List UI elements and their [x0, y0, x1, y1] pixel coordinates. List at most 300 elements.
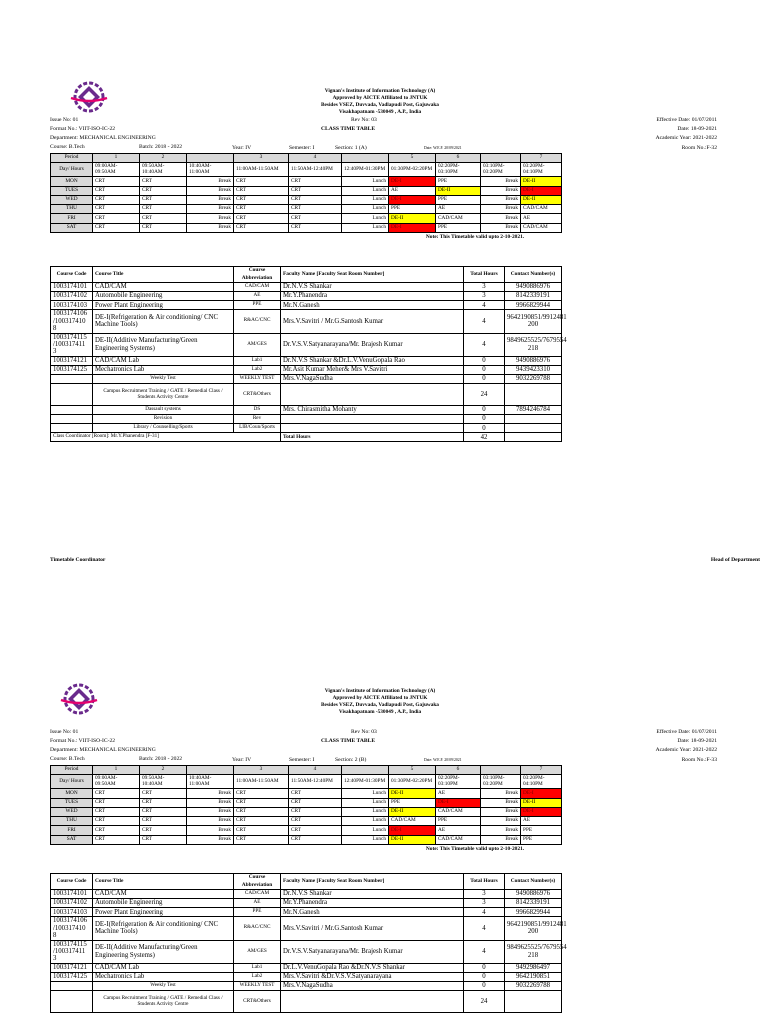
- timetable-cell: CRT: [289, 186, 342, 195]
- total-hours: 4: [464, 917, 505, 940]
- institute-logo-icon: [60, 682, 98, 716]
- timetable-cell: CRT: [93, 223, 140, 232]
- course-abbreviation: Lab2: [234, 972, 281, 981]
- course-code: [51, 384, 93, 406]
- timetable-cell: AE: [521, 817, 562, 826]
- course-header-row: [51, 267, 562, 283]
- timetable-cell: Lunch: [342, 214, 389, 223]
- timetable-cell: CRT: [289, 223, 342, 232]
- institute-header: [200, 688, 560, 716]
- timetable-cell: CAD/CAM: [436, 214, 481, 223]
- contact-number: 9032269788: [505, 374, 562, 383]
- faculty-name: Mrs.V.NagaSudha: [281, 981, 464, 990]
- timetable-cell: Break: [187, 214, 234, 223]
- academic-year: Academic Year: 2021-2022: [655, 135, 717, 141]
- course-column-header: Total Hours: [464, 267, 505, 283]
- timetable-cell: Break: [187, 195, 234, 204]
- day-label: THU: [51, 205, 93, 214]
- timetable-cell: AE: [389, 186, 436, 195]
- weekly-timetable: [50, 153, 562, 242]
- issue-no: Issue No: 01: [50, 729, 79, 735]
- time-slot: 11:50AM-12:40PM: [289, 163, 342, 177]
- semester: Semester: I: [289, 757, 315, 763]
- course-name: Course: B.Tech: [50, 144, 85, 150]
- period-number: 6: [436, 154, 481, 163]
- total-hours-label: Total Hours: [281, 433, 464, 442]
- total-hours: 3: [464, 283, 505, 292]
- time-slot: 11:50AM-12:40PM: [289, 775, 342, 789]
- faculty-name: Mrs.V.Savitri / Mr.G.Santosh Kumar: [281, 917, 464, 940]
- course-code: 1003174101: [51, 283, 93, 292]
- timetable-cell: CRT: [93, 835, 140, 844]
- period-number: 5: [389, 766, 436, 775]
- course-code: 1003174115 /100317411 3: [51, 940, 93, 963]
- timetable-cell: CRT: [93, 177, 140, 186]
- course-code: 1003174101: [51, 890, 93, 899]
- faculty-name: Dr.N.V.S Shankar &Dr.L.V.VenuGopala Rao: [281, 356, 464, 365]
- timetable-cell: DE-II: [521, 195, 562, 204]
- period-number: [481, 766, 521, 775]
- contact-number: 8142339191: [505, 292, 562, 301]
- room-no: Room No.:F-33: [681, 757, 717, 763]
- timetable-cell: AE: [436, 826, 481, 835]
- course-abbreviation: Rev: [234, 415, 281, 424]
- timetable-cell: Break: [187, 177, 234, 186]
- course-row: [51, 365, 562, 374]
- course-abbreviation: AE: [234, 899, 281, 908]
- timetable-cell: DE-I: [436, 798, 481, 807]
- total-hours: 24: [464, 991, 505, 1013]
- format-no: Format No.: VIIT-ISO-IC-22: [50, 126, 116, 132]
- course-code: 1003174125: [51, 972, 93, 981]
- timetable-cell: CRT: [140, 177, 187, 186]
- timetable-cell: Break: [481, 177, 521, 186]
- timetable-cell: Break: [481, 223, 521, 232]
- timetable-cell: CRT: [289, 826, 342, 835]
- dayhours-label: Day/ Hours: [51, 163, 93, 177]
- course-column-header: Course Title: [93, 267, 234, 283]
- timetable-cell: CRT: [234, 789, 289, 798]
- course-title: CAD/CAM Lab: [93, 356, 234, 365]
- course-row: [51, 406, 562, 415]
- course-column-header: Course Title: [93, 874, 234, 890]
- course-row: [51, 940, 562, 963]
- course-title: Mechatronics Lab: [93, 365, 234, 374]
- course-abbreviation: R&AC/CNC: [234, 310, 281, 333]
- contact-number: 9849625525/7679554 218: [505, 333, 562, 356]
- timetable-body: [51, 766, 562, 854]
- course-title: Revision: [93, 415, 234, 424]
- total-hours: 4: [464, 940, 505, 963]
- faculty-name: Dr.N.V.S Shankar: [281, 890, 464, 899]
- time-slot: 02:20PM-03:10PM: [436, 775, 481, 789]
- contact-number: 9032269788: [505, 981, 562, 990]
- contact-number: 9490886976: [505, 890, 562, 899]
- faculty-name: Mr.Y.Phanendra: [281, 292, 464, 301]
- course-code: 1003174115 /100317411 3: [51, 333, 93, 356]
- timetable-cell: Lunch: [342, 789, 389, 798]
- course-column-header: Total Hours: [464, 874, 505, 890]
- faculty-name: Mr.Asit Kumar Meher& Mrs V.Savitri: [281, 365, 464, 374]
- total-hours: 0: [464, 415, 505, 424]
- period-number: 4: [289, 154, 342, 163]
- course-abbreviation: DS: [234, 406, 281, 415]
- day-label: THU: [51, 817, 93, 826]
- faculty-name: Mrs.V.Savitri &Dr.V.S.V.Satyanarayana: [281, 972, 464, 981]
- class-coordinator: Class Coordinator [Room]: Mr.Y.Phanendra [F-31]: [51, 433, 281, 442]
- time-slot: 10:40AM-11:00AM: [187, 163, 234, 177]
- timetable-cell: CRT: [93, 214, 140, 223]
- time-slot: 09:50AM-10:40AM: [140, 163, 187, 177]
- course-abbreviation: Lab1: [234, 963, 281, 972]
- timetable-cell: CRT: [234, 195, 289, 204]
- course-code: 1003174102: [51, 899, 93, 908]
- faculty-name: Mr.Y.Phanendra: [281, 899, 464, 908]
- course-abbreviation: AE: [234, 292, 281, 301]
- timetable-cell: CAD/CAM: [521, 205, 562, 214]
- timetable-cell: CRT: [140, 214, 187, 223]
- faculty-name: [281, 424, 464, 433]
- timetable-cell: CRT: [289, 817, 342, 826]
- time-slot: 03:10PM-03:20PM: [481, 775, 521, 789]
- course-row: [51, 292, 562, 301]
- faculty-name: Dr.L.V.VenuGopala Rao &Dr.N.V.S Shankar: [281, 963, 464, 972]
- timetable-cell: Break: [481, 798, 521, 807]
- course-title: DE-II(Additive Manufacturing/Green Engineering Systems): [93, 940, 234, 963]
- course-title: CAD/CAM: [93, 890, 234, 899]
- department: Department: MECHANICAL ENGINEERING: [50, 135, 156, 141]
- timetable-cell: CRT: [234, 826, 289, 835]
- time-slot: 09:00AM-09:50AM: [93, 775, 140, 789]
- weekly-timetable: [50, 765, 562, 854]
- course-row: [51, 356, 562, 365]
- timetable-cell: CRT: [289, 205, 342, 214]
- timetable-cell: Lunch: [342, 223, 389, 232]
- day-label: WED: [51, 807, 93, 816]
- wef-date: Date: W.E.F. 20/09/2021: [424, 758, 462, 762]
- period-number: [342, 154, 389, 163]
- faculty-name: Mrs. Chirasmitha Mohanty: [281, 406, 464, 415]
- contact-number: 9642190851/9912481 200: [505, 917, 562, 940]
- timetable-cell: DE-II: [389, 807, 436, 816]
- faculty-name: Dr.V.S.V.Satyanarayana/Mr. Brajesh Kumar: [281, 940, 464, 963]
- course-column-header: Course Abbreviation: [234, 267, 281, 283]
- timetable-cell: DE-I: [521, 789, 562, 798]
- course-row: [51, 310, 562, 333]
- total-hours: 0: [464, 424, 505, 433]
- timetable-cell: AE: [436, 205, 481, 214]
- timetable-cell: CAD/CAM: [436, 835, 481, 844]
- course-code: 1003174121: [51, 963, 93, 972]
- total-hours: 0: [464, 374, 505, 383]
- timetable-cell: Break: [481, 186, 521, 195]
- course-table-body: [51, 874, 567, 1013]
- day-row: [51, 789, 562, 798]
- time-slot: 02:20PM-03:10PM: [436, 163, 481, 177]
- timetable-cell: CRT: [140, 186, 187, 195]
- contact-number: 9642190851: [505, 972, 562, 981]
- period-number: 2: [140, 766, 187, 775]
- course-abbreviation: PPE: [234, 301, 281, 310]
- total-hours-value: 42: [464, 433, 505, 442]
- course-name: Course: B.Tech: [50, 756, 85, 762]
- course-title: Weekly Test: [93, 981, 234, 990]
- timetable-cell: DE-II: [389, 835, 436, 844]
- batch: Batch: 2018 - 2022: [139, 756, 183, 762]
- contact-number: 9439423310: [505, 365, 562, 374]
- validity-note: Note: This Timetable valid upto 2-10-2021.: [425, 233, 525, 240]
- timetable-cell: Lunch: [342, 205, 389, 214]
- timetable-cell: DE-II: [389, 789, 436, 798]
- timetable-cell: Break: [481, 195, 521, 204]
- institute-header: [200, 88, 560, 116]
- total-hours: 4: [464, 301, 505, 310]
- timetable-cell: CRT: [140, 205, 187, 214]
- section: Section: 2 (B): [335, 757, 367, 763]
- document-title: CLASS TIME TABLE: [321, 738, 376, 744]
- period-number: 2: [140, 154, 187, 163]
- course-code: 1003174106 /100317410 8: [51, 917, 93, 940]
- course-table-body: [51, 267, 567, 442]
- timetable-cell: Break: [481, 817, 521, 826]
- day-row: [51, 205, 562, 214]
- course-row: [51, 908, 562, 917]
- timetable-cell: PPE: [436, 817, 481, 826]
- contact-number: 9966829944: [505, 908, 562, 917]
- course-abbreviation: WEEKLY TEST: [234, 981, 281, 990]
- coordinator-row: [51, 433, 562, 442]
- time-slot: 03:10PM-03:20PM: [481, 163, 521, 177]
- timetable-cell: Lunch: [342, 186, 389, 195]
- course-code: [51, 991, 93, 1013]
- document-date: Date: 18-09-2021: [677, 738, 717, 744]
- day-label: TUES: [51, 798, 93, 807]
- course-title: DE-I(Refrigeration & Air conditioning/ CNC Machine Tools): [93, 310, 234, 333]
- timetable-cell: CRT: [93, 186, 140, 195]
- total-hours: 0: [464, 406, 505, 415]
- institute-name: Vignan's Institute of Information Technology (A): [324, 88, 436, 94]
- timetable-cell: AE: [436, 789, 481, 798]
- course-title: Mechatronics Lab: [93, 972, 234, 981]
- total-hours: 24: [464, 384, 505, 406]
- course-column-header: Contact Number(s): [505, 267, 562, 283]
- timetable-cell: Lunch: [342, 807, 389, 816]
- course-abbreviation: R&AC/CNC: [234, 917, 281, 940]
- course-code: 1003174103: [51, 908, 93, 917]
- day-label: SAT: [51, 835, 93, 844]
- total-hours: 4: [464, 310, 505, 333]
- course-abbreviation: LIB/Coun/Sports: [234, 424, 281, 433]
- timetable-cell: DE-I: [389, 223, 436, 232]
- day-label: SAT: [51, 223, 93, 232]
- period-number: 4: [289, 766, 342, 775]
- day-row: [51, 214, 562, 223]
- timetable-cell: PPE: [389, 798, 436, 807]
- course-row: [51, 384, 562, 406]
- day-row: [51, 798, 562, 807]
- timetable-cell: CRT: [234, 205, 289, 214]
- institute-address: Besides VSEZ, Duvvada, Vadlapudi Post, Gajuwaka: [321, 102, 439, 108]
- note-spacer: [51, 233, 389, 242]
- course-column-header: Faculty Name [Faculty Seat Room Number]: [281, 267, 464, 283]
- total-hours: 3: [464, 292, 505, 301]
- total-hours: 0: [464, 972, 505, 981]
- contact-number: 7894246784: [505, 406, 562, 415]
- course-abbreviation: Lab1: [234, 356, 281, 365]
- contact-number: 9490886976: [505, 283, 562, 292]
- timetable-coordinator-signature: Timetable Coordinator: [50, 557, 106, 563]
- contact-number: 9642190851/9912481 200: [505, 310, 562, 333]
- timetable-cell: Break: [187, 835, 234, 844]
- timetable-cell: PPE: [436, 177, 481, 186]
- course-abbreviation: CAD/CAM: [234, 890, 281, 899]
- department: Department: MECHANICAL ENGINEERING: [50, 747, 156, 753]
- period-label: Period: [51, 154, 93, 163]
- timetable-cell: DE-I: [389, 195, 436, 204]
- course-table: [50, 873, 567, 1013]
- hours-row: [51, 163, 562, 177]
- timetable-cell: Break: [187, 826, 234, 835]
- course-title: CAD/CAM Lab: [93, 963, 234, 972]
- course-title: Automobile Engineering: [93, 292, 234, 301]
- course-header-row: [51, 874, 562, 890]
- course-abbreviation: Lab2: [234, 365, 281, 374]
- timetable-cell: CRT: [234, 214, 289, 223]
- timetable-cell: PPE: [521, 835, 562, 844]
- effective-date: Effective Date: 01/07/2011: [656, 729, 717, 735]
- total-hours: 0: [464, 356, 505, 365]
- timetable-cell: Break: [187, 789, 234, 798]
- period-number: 6: [436, 766, 481, 775]
- timetable-cell: CRT: [93, 807, 140, 816]
- day-row: [51, 186, 562, 195]
- timetable-cell: CRT: [140, 223, 187, 232]
- timetable-cell: CRT: [289, 214, 342, 223]
- timetable-cell: PPE: [521, 826, 562, 835]
- timetable-cell: Break: [187, 205, 234, 214]
- course-row: [51, 991, 562, 1013]
- course-row: [51, 917, 562, 940]
- course-title: Dassault systems: [93, 406, 234, 415]
- contact-number: 9849625525/7679554 218: [505, 940, 562, 963]
- timetable-cell: DE-II: [436, 186, 481, 195]
- timetable-cell: CRT: [289, 789, 342, 798]
- course-code: [51, 415, 93, 424]
- course-row: [51, 333, 562, 356]
- time-slot: 01:30PM-02:20PM: [389, 775, 436, 789]
- course-code: 1003174121: [51, 356, 93, 365]
- period-number: 7: [521, 154, 562, 163]
- timetable-cell: CRT: [289, 807, 342, 816]
- day-row: [51, 177, 562, 186]
- period-label: Period: [51, 766, 93, 775]
- timetable-cell: CRT: [289, 177, 342, 186]
- course-row: [51, 424, 562, 433]
- course-row: [51, 301, 562, 310]
- course-row: [51, 890, 562, 899]
- note-row: [51, 845, 562, 854]
- institute-logo-icon: [70, 80, 108, 114]
- timetable-cell: DE-I: [521, 807, 562, 816]
- timetable-cell: CRT: [93, 817, 140, 826]
- course-column-header: Faculty Name [Faculty Seat Room Number]: [281, 874, 464, 890]
- faculty-name: Mr.N.Ganesh: [281, 301, 464, 310]
- rev-no: Rev No: 03: [351, 729, 377, 735]
- format-no: Format No.: VIIT-ISO-IC-22: [50, 738, 116, 744]
- timetable-cell: Break: [481, 826, 521, 835]
- timetable-cell: DE-I: [389, 177, 436, 186]
- contact-number: [505, 991, 562, 1013]
- total-hours: 3: [464, 899, 505, 908]
- faculty-name: [281, 991, 464, 1013]
- contact-number: 8142339191: [505, 899, 562, 908]
- contact-number: [505, 384, 562, 406]
- period-number: [342, 766, 389, 775]
- timetable-cell: Break: [481, 214, 521, 223]
- timetable-cell: CRT: [93, 826, 140, 835]
- course-code: [51, 424, 93, 433]
- year: Year: IV: [232, 757, 252, 763]
- timetable-cell: CRT: [234, 223, 289, 232]
- time-slot: 09:50AM-10:40AM: [140, 775, 187, 789]
- time-slot: 11:00AM-11:50AM: [234, 163, 289, 177]
- period-number: 1: [93, 766, 140, 775]
- timetable-cell: AE: [521, 214, 562, 223]
- course-column-header: Course Code: [51, 267, 93, 283]
- timetable-cell: Lunch: [342, 817, 389, 826]
- total-hours: 0: [464, 365, 505, 374]
- day-row: [51, 826, 562, 835]
- timetable-page-section-b: [0, 512, 768, 1024]
- institute-name: Vignan's Institute of Information Technology (A): [324, 688, 436, 694]
- timetable-cell: PPE: [436, 223, 481, 232]
- year: Year: IV: [232, 145, 252, 151]
- course-code: [51, 981, 93, 990]
- timetable-cell: CRT: [234, 835, 289, 844]
- timetable-cell: CRT: [140, 807, 187, 816]
- course-code: 1003174103: [51, 301, 93, 310]
- room-no: Room No.:F-32: [681, 145, 717, 151]
- course-row: [51, 415, 562, 424]
- timetable-cell: PPE: [389, 205, 436, 214]
- timetable-cell: DE-II: [521, 177, 562, 186]
- time-slot: 03:20PM-04:10PM: [521, 163, 562, 177]
- timetable-cell: Lunch: [342, 195, 389, 204]
- period-row: [51, 766, 562, 775]
- period-number: [187, 766, 234, 775]
- time-slot: 10:40AM-11:00AM: [187, 775, 234, 789]
- time-slot: 11:00AM-11:50AM: [234, 775, 289, 789]
- total-hours: 0: [464, 963, 505, 972]
- timetable-cell: Break: [187, 186, 234, 195]
- course-abbreviation: AM/GES: [234, 940, 281, 963]
- course-column-header: Course Abbreviation: [234, 874, 281, 890]
- time-slot: 03:20PM-04:10PM: [521, 775, 562, 789]
- course-title: Weekly Test: [93, 374, 234, 383]
- period-number: 5: [389, 154, 436, 163]
- academic-year: Academic Year: 2021-2022: [655, 747, 717, 753]
- contact-number: 9490886976: [505, 356, 562, 365]
- timetable-cell: Lunch: [342, 835, 389, 844]
- timetable-cell: CAD/CAM: [389, 817, 436, 826]
- course-code: 1003174125: [51, 365, 93, 374]
- document-title: CLASS TIME TABLE: [321, 126, 376, 132]
- timetable-cell: DE-I: [389, 826, 436, 835]
- timetable-cell: Lunch: [342, 798, 389, 807]
- semester: Semester: I: [289, 145, 315, 151]
- institute-city: Visakhapatnam -530049 , A.P., India: [338, 109, 422, 115]
- course-row: [51, 981, 562, 990]
